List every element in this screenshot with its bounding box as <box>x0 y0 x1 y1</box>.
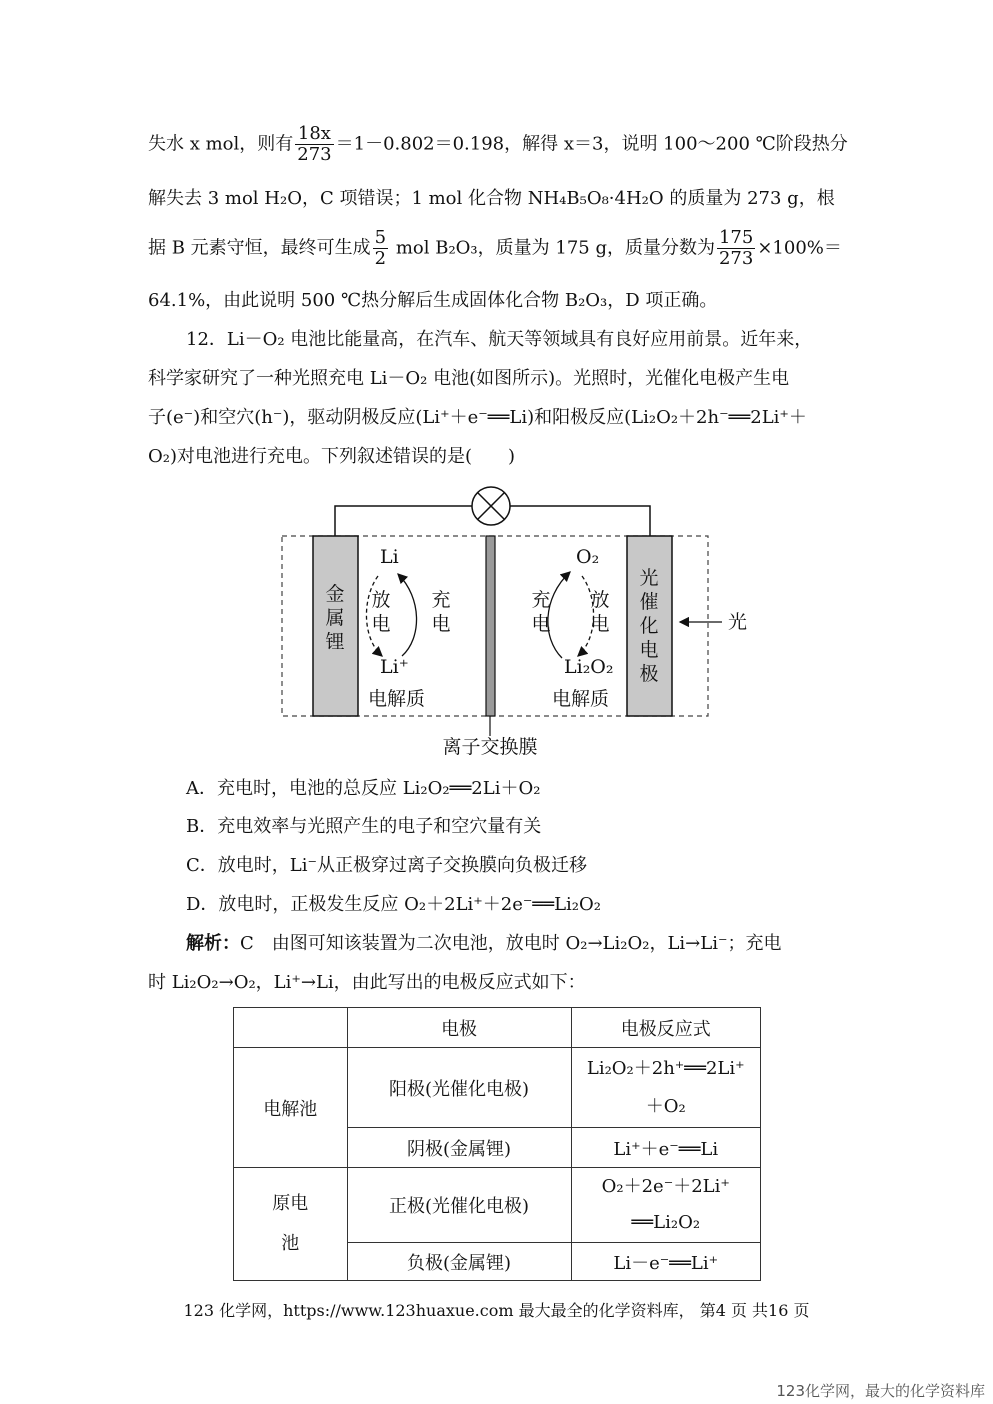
table-cell-empty <box>234 1008 348 1048</box>
text-line: 64.1%，由此说明 500 ℃热分解后生成固体化合物 B₂O₃，D 项正确。 <box>148 290 718 311</box>
wire-right <box>510 506 650 536</box>
fraction-denominator: 2 <box>374 248 387 269</box>
table-cell: Li⁺＋e⁻══Li <box>571 1128 760 1168</box>
table-row <box>234 1168 761 1243</box>
table-header: 电极 <box>347 1008 571 1048</box>
text-segment: ×100%＝ <box>757 237 842 259</box>
fraction-denominator: 273 <box>297 144 332 165</box>
reaction-line: O₂＋2e⁻＋2Li⁺ <box>601 1176 730 1197</box>
ion-exchange-membrane <box>486 536 495 716</box>
page-footer: 123 化学网，https://www.123huaxue.com 最大最全的化学资料库， 第4 页 共16 页 <box>183 1301 810 1320</box>
table-cell: 正极(光催化电极) <box>347 1168 571 1243</box>
electrode-reaction-table <box>233 1007 761 1281</box>
text-segment: mol B₂O₃，质量为 175 g，质量分数为 <box>390 237 715 259</box>
reaction-line: ══Li₂O₂ <box>631 1212 701 1233</box>
light-label: 光 <box>728 611 748 633</box>
fraction <box>295 124 333 165</box>
fraction-numerator: 5 <box>374 227 387 248</box>
reaction-line: Li₂O₂＋2h⁺══2Li⁺ <box>586 1057 745 1079</box>
analysis-label: 解析： <box>186 933 240 954</box>
option-a: A．充电时，电池的总反应 Li₂O₂══2Li＋O₂ <box>186 778 541 799</box>
text-line: 解失去 3 mol H₂O，C 项错误；1 mol 化合物 NH₄B₅O₈·4H₂O 的质量为 273 g，根 <box>148 188 835 209</box>
watermark: 123化学网，最大的化学资料库 <box>776 1382 985 1400</box>
discharge-label-left: 放电 <box>371 589 391 635</box>
analysis-line: 时 Li₂O₂→O₂，Li⁺→Li，由此写出的电极反应式如下： <box>148 972 586 993</box>
text-segment: 失水 x mol，则有 <box>148 133 294 155</box>
table-cell <box>571 1048 760 1128</box>
table-cell <box>571 1168 760 1243</box>
charge-arrow-left <box>398 574 417 656</box>
electrolyte-label-right: 电解质 <box>552 688 610 710</box>
lithium-electrode-label: 金属锂 <box>325 583 345 653</box>
table-header: 电极反应式 <box>571 1008 760 1048</box>
table-cell: 负极(金属锂) <box>347 1243 571 1281</box>
table-row <box>234 1048 761 1128</box>
photocatalytic-electrode-label: 光催化电极 <box>639 567 659 685</box>
question-line: 子(e⁻)和空穴(h⁻)，驱动阴极反应(Li⁺＋e⁻══Li)和阳极反应(Li₂O₂＋2h⁻══2Li⁺＋ <box>148 407 807 428</box>
bulb-icon <box>472 487 510 525</box>
table-cell: Li－e⁻══Li⁺ <box>571 1243 760 1281</box>
question-line: 12．Li－O₂ 电池比能量高，在汽车、航天等领域具有良好应用前景。近年来， <box>186 329 813 350</box>
option-c: C．放电时，Li⁻从正极穿过离子交换膜向负极迁移 <box>186 855 587 876</box>
table-cell-galvanic <box>234 1168 348 1281</box>
fraction <box>373 228 388 269</box>
text-line <box>148 124 848 165</box>
question-line: O₂)对电池进行充电。下列叙述错误的是( ) <box>148 446 516 467</box>
li-plus-label: Li⁺ <box>380 656 409 678</box>
fraction-numerator: 175 <box>718 227 754 248</box>
reaction-line: ＋O₂ <box>645 1095 686 1117</box>
table-header-row <box>234 1008 761 1048</box>
fraction-denominator: 273 <box>718 248 754 269</box>
electrolyte-label-left: 电解质 <box>368 688 426 710</box>
fraction-numerator: 18x <box>295 124 333 145</box>
table-cell: 阴极(金属锂) <box>347 1128 571 1168</box>
text-line <box>148 228 848 269</box>
li-label: Li <box>380 546 399 568</box>
charge-label-right: 充电 <box>531 589 551 635</box>
option-b: B．充电效率与光照产生的电子和空穴量有关 <box>186 816 542 837</box>
table-cell: 阳极(光催化电极) <box>347 1048 571 1128</box>
o2-label: O₂ <box>576 546 600 568</box>
analysis-text: C 由图可知该装置为二次电池，放电时 O₂→Li₂O₂，Li→Li⁻；充电 <box>240 933 782 954</box>
fraction <box>717 228 755 269</box>
question-line: 科学家研究了一种光照充电 Li－O₂ 电池(如图所示)。光照时，光催化电极产生电 <box>148 368 790 389</box>
analysis-line <box>186 931 886 957</box>
text-segment: ＝1－0.802＝0.198，解得 x＝3，说明 100～200 ℃阶段热分 <box>335 133 848 155</box>
battery-diagram <box>270 478 748 768</box>
option-d: D．放电时，正极发生反应 O₂＋2Li⁺＋2e⁻══Li₂O₂ <box>186 894 601 915</box>
table-cell-electrolytic: 电解池 <box>234 1048 348 1168</box>
discharge-label-right: 放电 <box>590 589 610 635</box>
wire-left <box>335 506 472 536</box>
charge-label-left: 充电 <box>431 589 451 635</box>
membrane-label: 离子交换膜 <box>442 736 538 758</box>
galvanic-label: 原电池 <box>272 1193 309 1254</box>
li2o2-label: Li₂O₂ <box>564 656 614 678</box>
text-segment: 据 B 元素守恒，最终可生成 <box>148 237 371 259</box>
